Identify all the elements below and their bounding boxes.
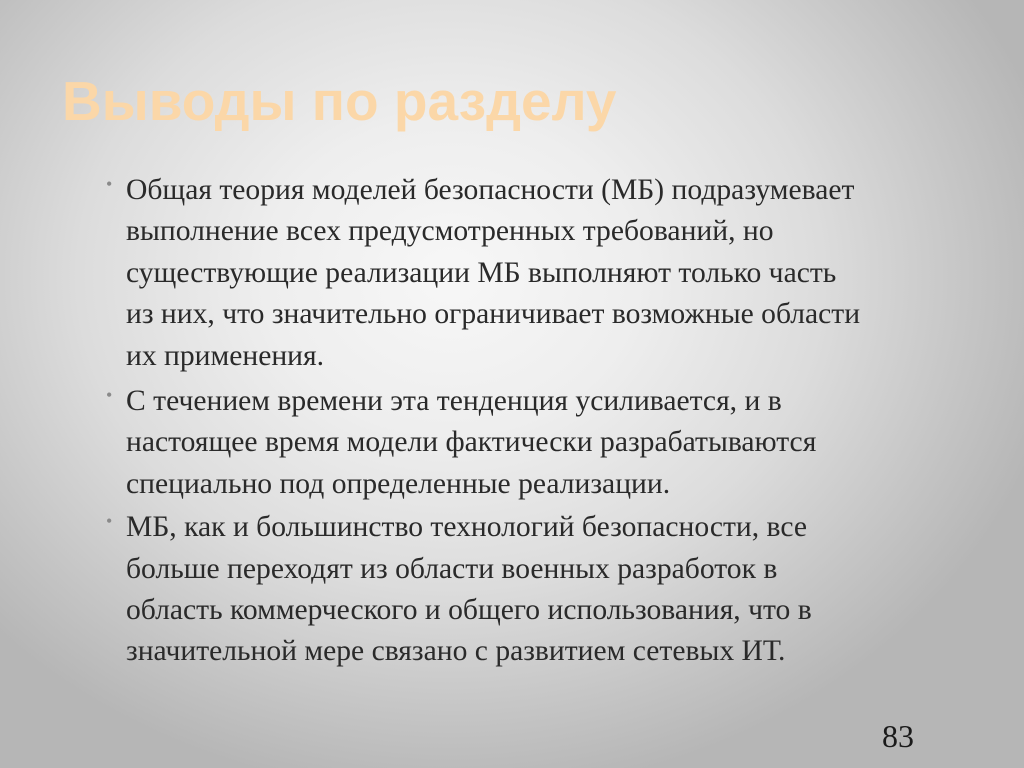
bullet-line: существующие реализации МБ выполняют только часть [126, 256, 837, 289]
bullet-line: Общая теория моделей безопасности (МБ) подразумевает [126, 174, 855, 206]
bullet-line: значительной мере связано с развитием сетевых ИТ. [126, 635, 786, 668]
bullet-list [92, 170, 972, 677]
bullet-line: специально под определенные реализации. [126, 467, 671, 500]
bullet-line: больше переходят из области военных разработок в [126, 552, 778, 585]
page-number: 83 [882, 718, 914, 754]
bullet-dot-icon: • [106, 174, 113, 194]
bullet-line: их применения. [126, 339, 325, 372]
bullet-line: выполнение всех предусмотренных требований, но [126, 215, 774, 248]
bullet-item [92, 381, 972, 505]
bullet-line: МБ, как и большинство технологий безопасности, все [126, 511, 807, 544]
bullet-text [126, 507, 972, 673]
bullet-line: С течением времени эта тенденция усиливается, и в [126, 385, 782, 418]
bullet-dot-icon: • [106, 385, 113, 406]
bullet-line: из них, что значительно ограничивает возможные области [126, 298, 861, 331]
bullet-item [92, 170, 972, 377]
bullet-text [126, 381, 972, 505]
slide-title: Выводы по разделу [62, 70, 617, 132]
bullet-line: область коммерческого и общего использования, что в [126, 594, 812, 627]
bullet-line: настоящее время модели фактически разрабатываются [126, 426, 817, 459]
bullet-item [92, 507, 972, 673]
bullet-text [126, 170, 972, 377]
bullet-dot-icon: • [106, 511, 113, 532]
